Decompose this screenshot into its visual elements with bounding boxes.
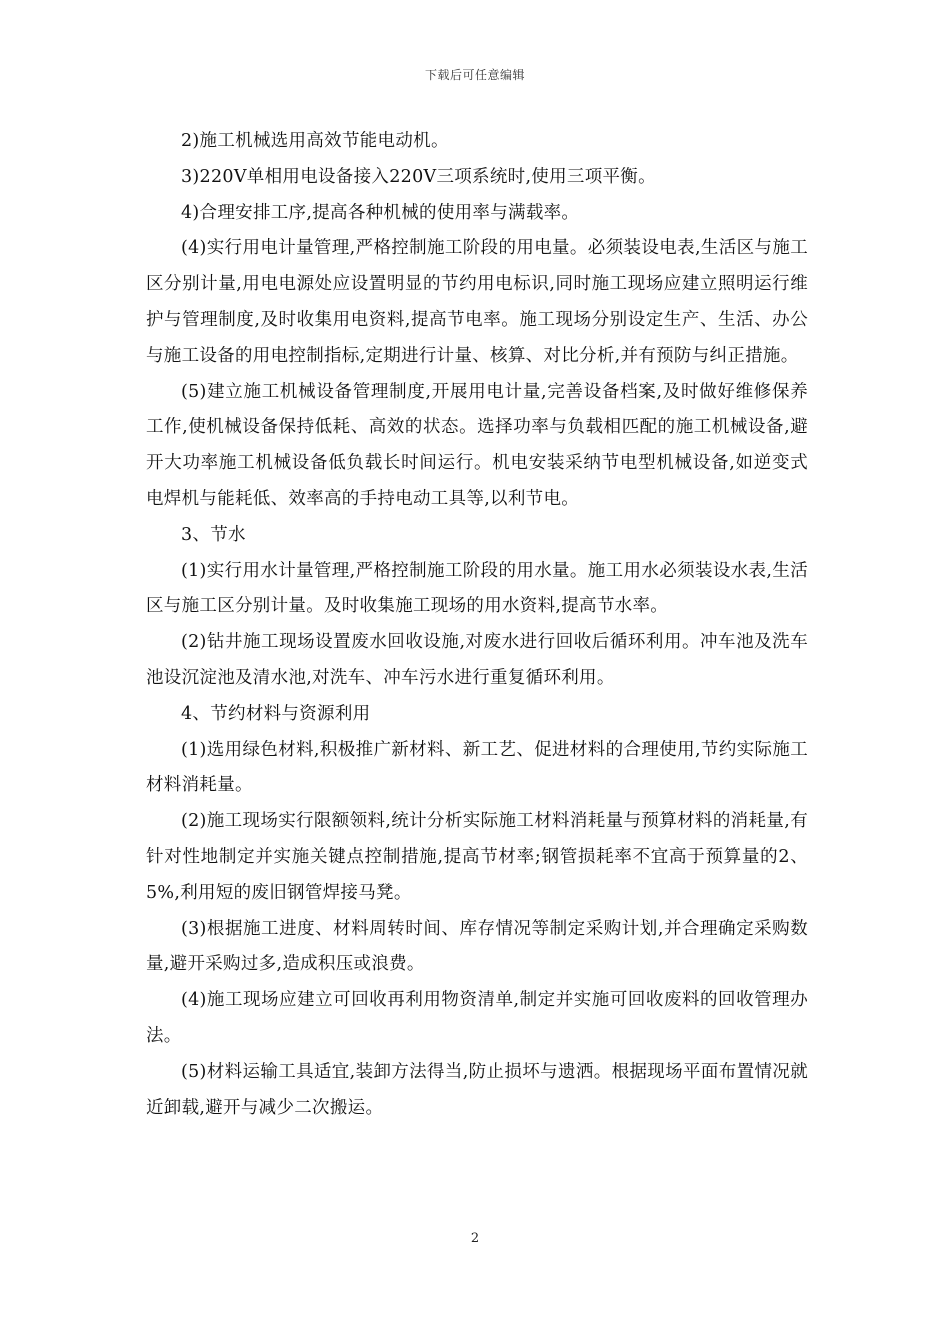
paragraph-10: (1)选用绿色材料,积极推广新材料、新工艺、促进材料的合理使用,节约实际施工材料消耗量。	[146, 739, 808, 796]
paragraph-11: (2)施工现场实行限额领料,统计分析实际施工材料消耗量与预算材料的消耗量,有针对性地制定并实施关键点控制措施,提高节材率;钢管损耗率不宜高于预算量的2、5%,利用短的废旧钢管焊接马凳。	[146, 811, 808, 903]
page-number: 2	[470, 1231, 480, 1246]
paragraph-5: (5)建立施工机械设备管理制度,开展用电计量,完善设备档案,及时做好维修保养工作,使机械设备保持低耗、高效的状态。选择功率与负载相匹配的施工机械设备,避开大功率施工机械设备低负载长时间运行。机电安装采纳节电型机械设备,如逆变式电焊机与能耗低、效率高的手持电动工具等,以利节电。	[146, 381, 808, 509]
paragraph-8: (2)钻井施工现场设置废水回收设施,对废水进行回收后循环利用。冲车池及洗车池设沉淀池及清水池,对洗车、冲车污水进行重复循环利用。	[146, 632, 808, 688]
paragraph-13: (4)施工现场应建立可回收再利用物资清单,制定并实施可回收废料的回收管理办法。	[146, 990, 808, 1046]
paragraph-12: (3)根据施工进度、材料周转时间、库存情况等制定采购计划,并合理确定采购数量,避开采购过多,造成积压或浪费。	[146, 918, 808, 975]
document-body	[146, 124, 808, 1126]
section-heading-material-saving: 4、节约材料与资源利用	[181, 703, 371, 724]
paragraph-2: 3)220V单相用电设备接入220V三项系统时,使用三项平衡。	[181, 166, 656, 187]
paragraph-7: (1)实行用水计量管理,严格控制施工阶段的用水量。施工用水必须装设水表,生活区与施工区分别计量。及时收集施工现场的用水资料,提高节水率。	[146, 560, 808, 617]
paragraph-4: (4)实行用电计量管理,严格控制施工阶段的用电量。必须装设电表,生活区与施工区分别计量,用电电源处应设置明显的节约用电标识,同时施工现场应建立照明运行维护与管理制度,及时收集用电资料,提高节电率。施工现场分别设定生产、生活、办公与施工设备的用电控制指标,定期进行计量、核算、对比分析,并有预防与纠正措施。	[146, 238, 808, 366]
paragraph-1: 2)施工机械选用高效节能电动机。	[181, 131, 449, 151]
section-heading-water-saving: 3、节水	[181, 524, 246, 545]
paragraph-14: (5)材料运输工具适宜,装卸方法得当,防止损坏与遗洒。根据现场平面布置情况就近卸载,避开与减少二次搬运。	[146, 1061, 808, 1118]
page-header: 下载后可任意编辑	[424, 68, 525, 82]
paragraph-3: 4)合理安排工序,提高各种机械的使用率与满载率。	[181, 202, 580, 223]
